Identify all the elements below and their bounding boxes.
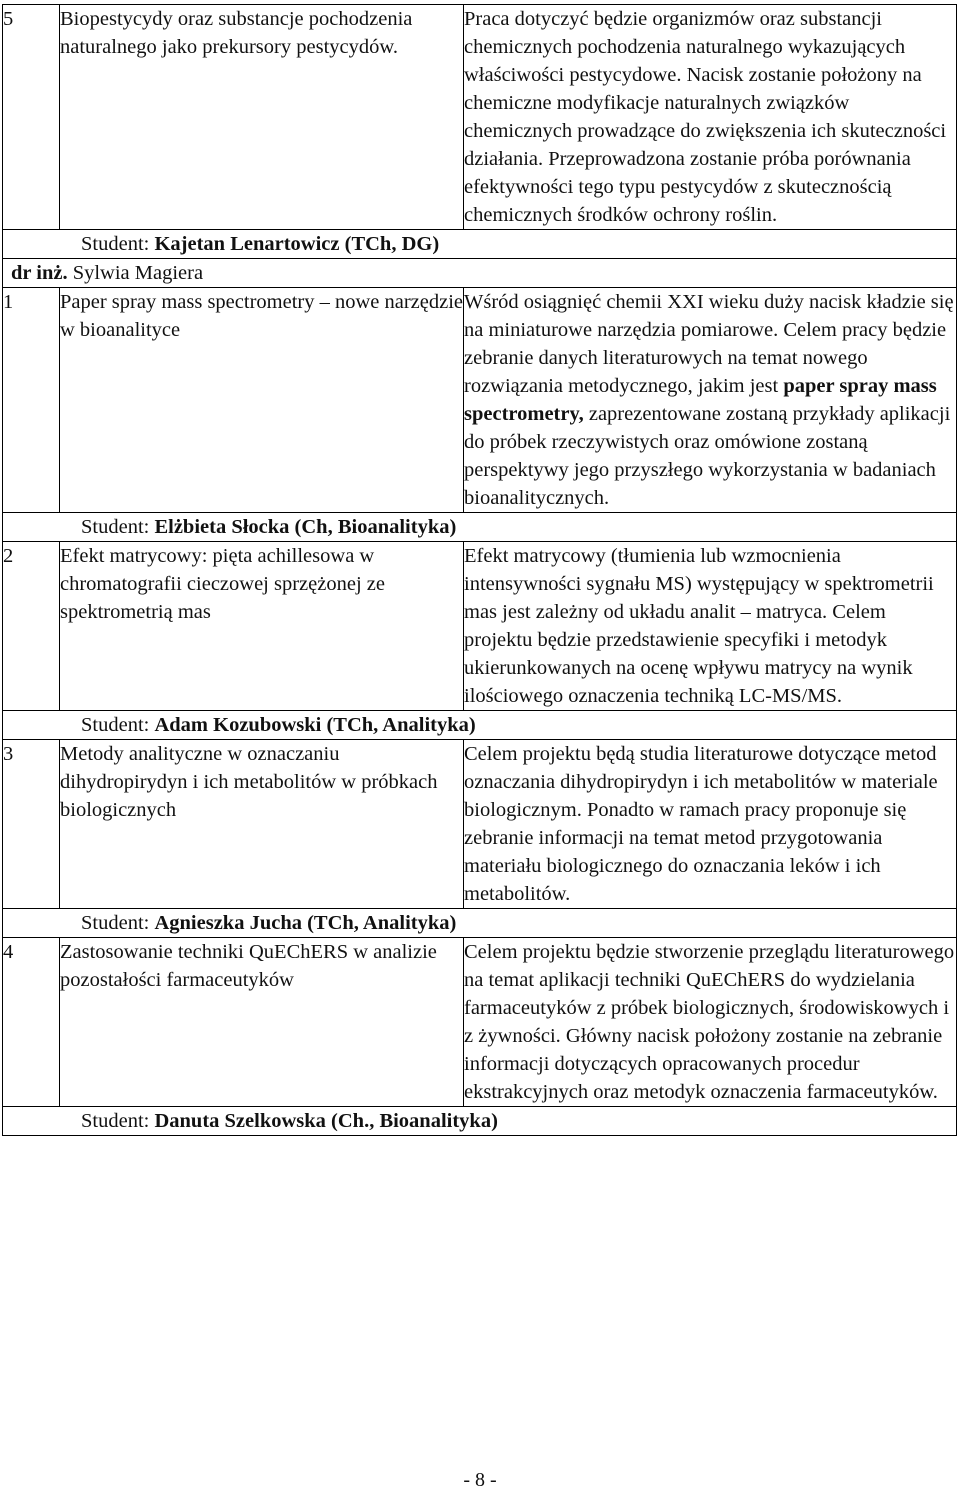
student-row <box>3 909 957 938</box>
student-label: Student: <box>81 1110 150 1132</box>
supervisor-prefix: dr inż. <box>11 262 68 284</box>
topic-title: Efekt matrycowy: pięta achillesowa w chromatografii cieczowej sprzężonej ze spektrometrią mas <box>60 542 464 711</box>
student-label: Student: <box>81 912 150 934</box>
supervisor-cell <box>3 259 957 288</box>
topic-number: 2 <box>3 542 60 711</box>
student-row <box>3 513 957 542</box>
topic-row <box>3 5 957 230</box>
topic-description: Praca dotyczyć będzie organizmów oraz substancji chemicznych pochodzenia naturalnego wykazujących właściwości pestycydowe. Nacisk zostanie położony na chemiczne modyfikacje naturalnych związków chemicznych prowadzące do zwiększenia ich skuteczności działania. Przeprowadzona zostanie próba porównania efektywności tego typu pestycydów z skutecznością chemicznych środków ochrony roślin. <box>464 5 957 230</box>
description-bold-term: paper spray mass spectrometry, <box>464 375 937 425</box>
student-name: Kajetan Lenartowicz (TCh, DG) <box>154 233 440 255</box>
student-cell <box>3 1107 957 1136</box>
student-name: Adam Kozubowski (TCh, Analityka) <box>154 714 476 736</box>
student-cell <box>3 711 957 740</box>
topic-title: Zastosowanie techniki QuEChERS w analizie pozostałości farmaceutyków <box>60 938 464 1107</box>
topic-row <box>3 288 957 513</box>
topic-row <box>3 938 957 1107</box>
topic-number: 1 <box>3 288 60 513</box>
topic-number: 4 <box>3 938 60 1107</box>
page-number: - 8 - <box>463 1469 497 1491</box>
supervisor-name: Sylwia Magiera <box>72 262 204 284</box>
topic-number: 3 <box>3 740 60 909</box>
topic-title: Biopestycydy oraz substancje pochodzenia naturalnego jako prekursory pestycydów. <box>60 5 464 230</box>
student-name: Agnieszka Jucha (TCh, Analityka) <box>154 912 457 934</box>
topic-description <box>464 288 957 513</box>
student-label: Student: <box>81 714 150 736</box>
topic-description: Celem projektu będą studia literaturowe dotyczące metod oznaczania dihydropirydyn i ich metabolitów w materiale biologicznym. Ponadto w ramach pracy proponuje się zebranie informacji na temat metod przygotowania materiału biologicznego do oznaczania leków i ich metabolitów. <box>464 740 957 909</box>
topic-title: Paper spray mass spectrometry – nowe narzędzie w bioanalityce <box>60 288 464 513</box>
topic-title: Metody analityczne w oznaczaniu dihydropirydyn i ich metabolitów w próbkach biologicznych <box>60 740 464 909</box>
topic-description: Celem projektu będzie stworzenie przeglądu literaturowego na temat aplikacji techniki QuEChERS do wydzielania farmaceutyków z próbek biologicznych, środowiskowych i z żywności. Główny nacisk położony zostanie na zebranie informacji dotyczących opracowanych procedur ekstrakcyjnych oraz metodyk oznaczenia farmaceutyków. <box>464 938 957 1107</box>
student-name: Elżbieta Słocka (Ch, Bioanalityka) <box>154 516 457 538</box>
student-row <box>3 230 957 259</box>
student-label: Student: <box>81 233 150 255</box>
topic-number: 5 <box>3 5 60 230</box>
student-cell <box>3 230 957 259</box>
description-text: zaprezentowane zostaną przykłady aplikacji do próbek rzeczywistych oraz omówione zostaną perspektywy jego przyszłego wykorzystania w badaniach bioanalitycznych. <box>464 403 951 509</box>
student-name: Danuta Szelkowska (Ch., Bioanalityka) <box>154 1110 498 1132</box>
topic-row <box>3 542 957 711</box>
student-row <box>3 1107 957 1136</box>
student-cell <box>3 513 957 542</box>
description-text: Wśród osiągnięć chemii XXI wieku duży nacisk kładzie się na miniaturowe narzędzia pomiarowe. Celem pracy będzie zebranie danych literaturowych na temat nowego rozwiązania metodycznego, jakim jest <box>464 291 954 397</box>
topic-description: Efekt matrycowy (tłumienia lub wzmocnienia intensywności sygnału MS) występujący w spektrometrii mas jest zależny od układu analit – matryca. Celem projektu będzie przedstawienie specyfiki i metodyk ukierunkowanych na ocenę wpływu matrycy na wynik ilościowego oznaczenia techniką LC-MS/MS. <box>464 542 957 711</box>
student-row <box>3 711 957 740</box>
supervisor-row <box>3 259 957 288</box>
student-label: Student: <box>81 516 150 538</box>
topic-row <box>3 740 957 909</box>
topics-table <box>2 4 957 1136</box>
student-cell <box>3 909 957 938</box>
